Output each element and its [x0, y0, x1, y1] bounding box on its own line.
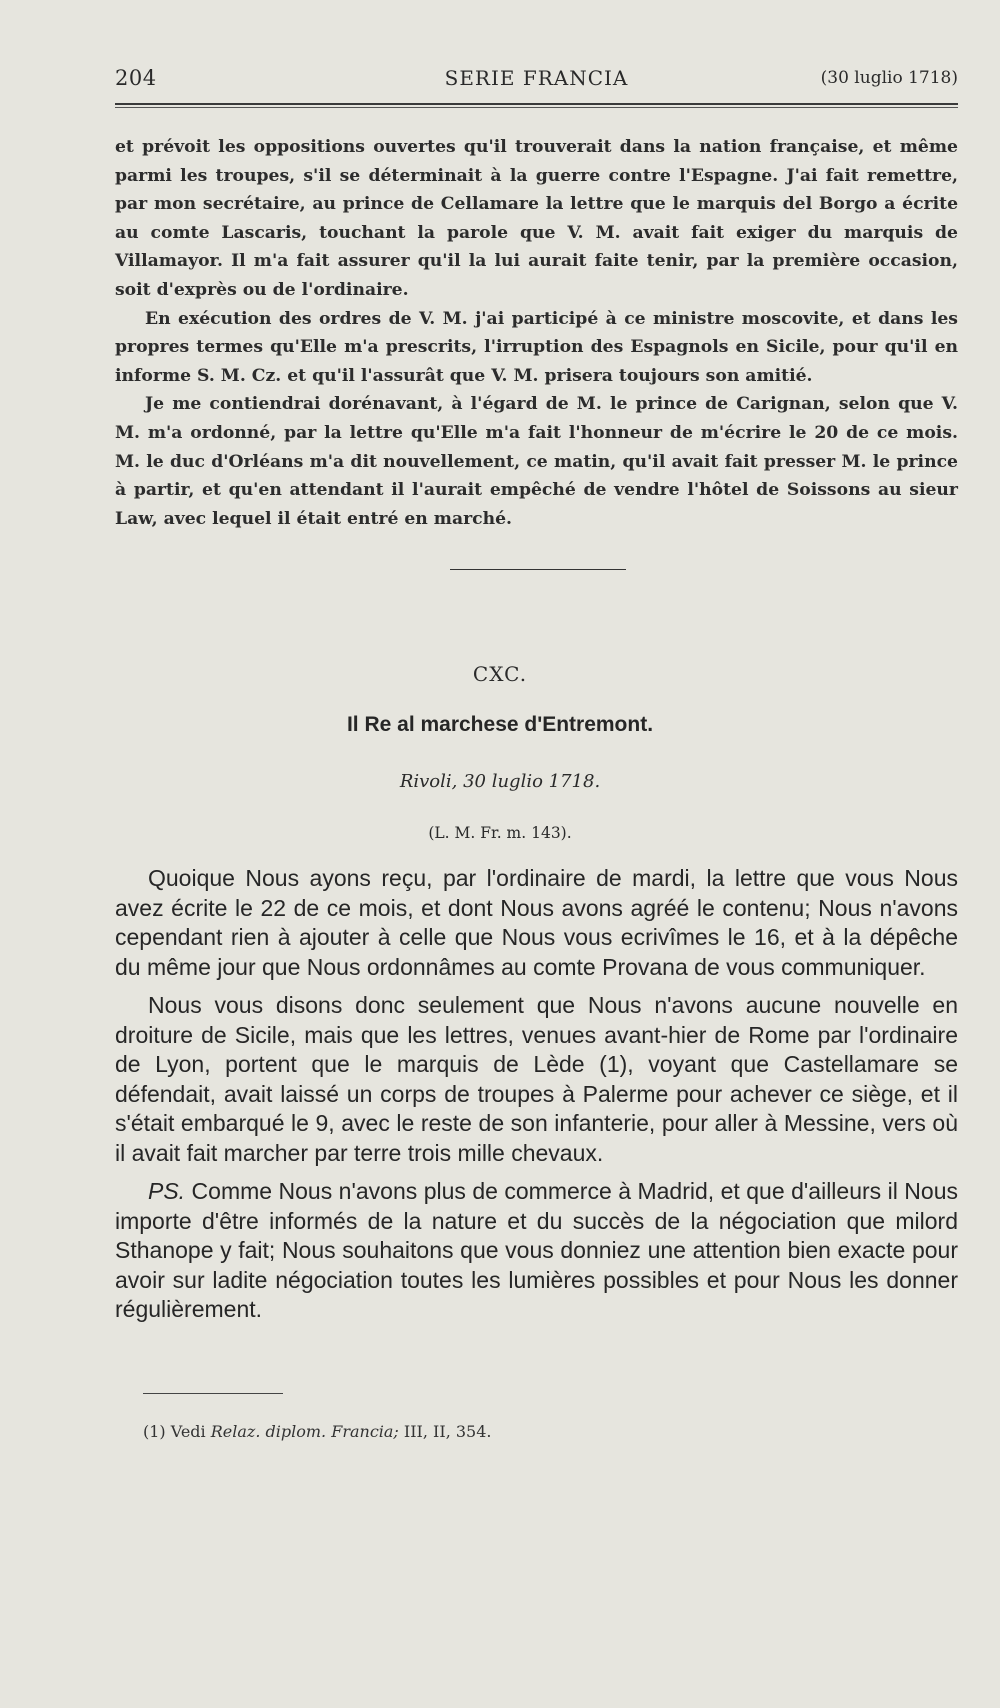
series-title: SERIE FRANCIA	[444, 66, 629, 90]
paragraph: Je me contiendrai dorénavant, à l'égard de M. le prince de Carignan, selon que V. M. m'a ordonné, par la lettre qu'Elle m'a fait l'honneur de m'écrire le 20 de ce mois. M. le duc d'Orléans m'a dit nouvellement, ce matin, qu'il avait fait presser M. le prince à partir, et qu'en attendant il l'aurait empêché de vendre l'hôtel de Soissons au sieur Law, avec lequel il était entré en marché.	[115, 394, 958, 529]
postscript	[115, 1177, 958, 1325]
footnote-marker: (1) Vedi	[143, 1422, 211, 1441]
paragraph: Nous vous disons donc seulement que Nous n'avons aucune nouvelle en droiture de Sicile, mais que les lettres, venues avant-hier de Rome par l'ordinaire de Lyon, portent que le marquis de Lède (1), voyant que Castellamare se défendait, avait laissé un corps de troupes à Palerme pour achever ce siège, et il s'était embarqué le 9, avec le reste de son infanterie, pour aller à Messine, vers où il avait fait marcher par terre trois mille chevaux.	[115, 992, 958, 1166]
header-rule	[115, 103, 958, 105]
running-header	[115, 66, 958, 100]
page-number: 204	[115, 66, 157, 90]
section-divider	[450, 569, 626, 570]
place-and-date: Rivoli, 30 luglio 1718.	[399, 771, 601, 792]
paragraph: En exécution des ordres de V. M. j'ai participé à ce ministre moscovite, et dans les propres termes qu'Elle m'a prescrits, l'irruption des Espagnols en Sicile, pour qu'il en informe S. M. Cz. et qu'il l'assurât que V. M. prisera toujours son amitié.	[115, 308, 958, 386]
document-number: CXC.	[472, 662, 528, 686]
header-rule-thin	[115, 107, 958, 108]
footnote-rule	[143, 1393, 283, 1394]
archival-source: (L. M. Fr. m. 143).	[428, 824, 572, 842]
ps-label: PS.	[148, 1178, 186, 1204]
ps-text: Comme Nous n'avons plus de commerce à Madrid, et que d'ailleurs il Nous importe d'être informés de la nature et du succès de la négociation que milord Sthanope y fait; Nous souhaitons que vous donniez une attention bien exacte pour avoir sur ladite négociation toutes les lumières possibles et pour Nous les donner régulièrement.	[115, 1178, 958, 1322]
letter-body	[115, 864, 958, 1334]
paragraph: et prévoit les oppositions ouvertes qu'il trouverait dans la nation française, et même parmi les troupes, s'il se déterminait à la guerre contre l'Espagne. J'ai fait remettre, par mon secrétaire, au prince de Cellamare la lettre que le marquis del Borgo a écrite au comte Lascaris, touchant la parole que V. M. avait fait exiger du marquis de Villamayor. Il m'a fait assurer qu'il la lui aurait faite tenir, par la première occasion, soit d'exprès ou de l'ordinaire.	[115, 137, 958, 300]
header-date: (30 luglio 1718)	[820, 68, 958, 88]
previous-letter-text	[115, 133, 958, 533]
footnote-source: Relaz. diplom. Francia;	[210, 1422, 399, 1441]
footnote	[143, 1422, 491, 1441]
paragraph: Quoique Nous ayons reçu, par l'ordinaire de mardi, la lettre que vous Nous avez écrite le 22 de ce mois, et dont Nous avons agréé le contenu; Nous n'avons cependant rien à ajouter à celle que Nous vous ecrivîmes le 16, et à la dépêche du même jour que Nous ordonnâmes au comte Provana de vous communiquer.	[115, 865, 958, 980]
document-heading: Il Re al marchese d'Entremont.	[346, 713, 654, 736]
footnote-ref: III, II, 354.	[398, 1422, 492, 1441]
